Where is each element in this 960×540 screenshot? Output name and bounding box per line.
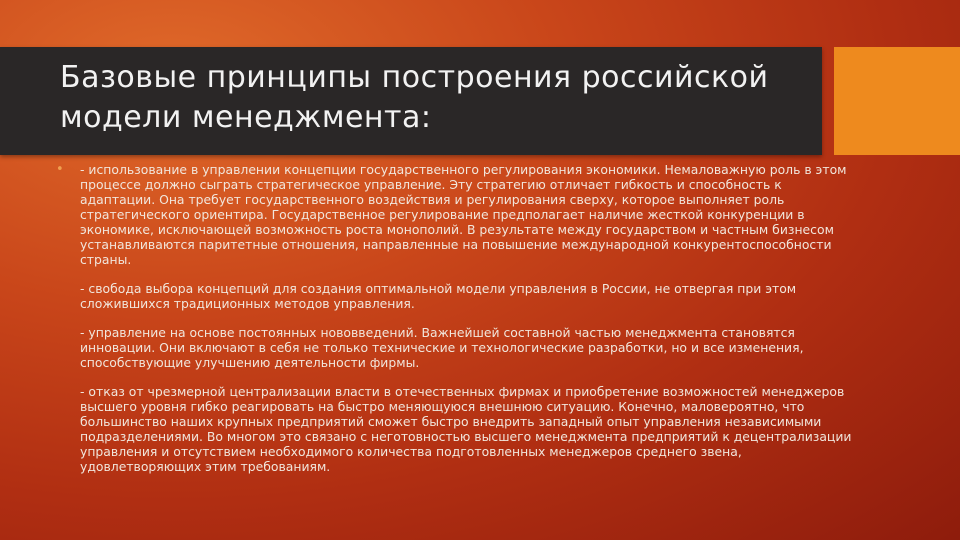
paragraph-text: - использование в управлении концепции государственного регулирования экономики. Немаловажную роль в этом процессе должно сыграть стратегическое управление. Эту стратегию отличает гибкость и способность к адаптации. Она требует государственного воздействия и регулирования сверху, которое выполняет роль стратегического ориентира. Государственное регулирование предполагает наличие жесткой конкуренции в экономике, исключающей возможность роста монополий. В результате между государством и частным бизнесом устанавливаются паритетные отношения, направленные на повышение международной конкурентоспособности страны. xyxy=(80,162,847,267)
accent-box xyxy=(834,47,960,155)
slide-title: Базовые принципы построения российской модели менеджмента: xyxy=(60,60,769,135)
slide-body xyxy=(58,162,858,488)
paragraph: - управление на основе постоянных нововведений. Важнейшей составной частью менеджмента становятся инновации. Они включают в себя не только технические и технологические разработки, но и все изменения, способствующие улучшению деятельности фирмы. xyxy=(80,325,804,370)
paragraph xyxy=(56,162,858,267)
paragraph: - свобода выбора концепций для создания оптимальной модели управления в России, не отвергая при этом сложившихся традиционных методов управления. xyxy=(80,281,797,311)
paragraph: - отказ от чрезмерной централизации власти в отечественных фирмах и приобретение возможностей менеджеров высшего уровня гибко реагировать на быстро меняющуюся внешнюю ситуацию. Конечно, маловероятно, что большинство наших крупных предприятий сможет быстро внедрить западный опыт управления независимыми подразделениями. Во многом это связано с неготовностью высшего менеджмента предприятий к децентрализации управления и отсутствием необходимого количества подготовленных менеджеров среднего звена, удовлетворяющих этим требованиям. xyxy=(80,384,852,474)
bullet-icon: • xyxy=(56,162,64,177)
